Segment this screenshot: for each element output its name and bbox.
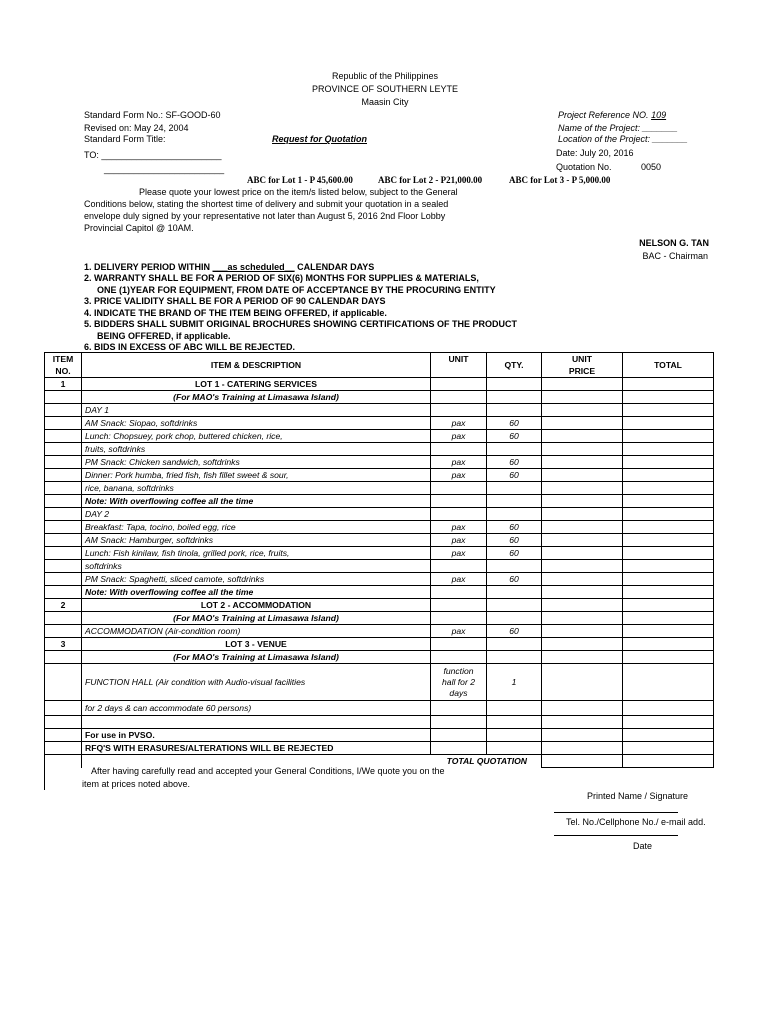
table-row	[45, 391, 714, 404]
items-table	[44, 352, 714, 768]
item-unit: pax	[431, 417, 487, 430]
item-desc: AM Snack: Hamburger, softdrinks	[82, 534, 431, 547]
condition-5-cont: BEING OFFERED, if applicable.	[97, 331, 231, 341]
table-row	[45, 638, 714, 651]
standard-form-no: Standard Form No.: SF-GOOD-60	[84, 110, 221, 120]
table-row	[45, 625, 714, 638]
note: Note: With overflowing coffee all the time	[82, 495, 431, 508]
item-qty: 60	[487, 456, 542, 469]
day-2-label: DAY 2	[82, 508, 431, 521]
item-desc: PM Snack: Spaghetti, sliced camote, softdrinks	[82, 573, 431, 586]
project-location: Location of the Project: _______	[558, 134, 688, 144]
project-reference-no: 109	[651, 110, 667, 120]
lot-2-no: 2	[45, 599, 82, 612]
intro-line-2: Conditions below, stating the shortest time of delivery and submit your quotation in a sealed	[84, 199, 449, 209]
to-field: TO: ________________________	[84, 150, 222, 160]
table-row	[45, 495, 714, 508]
header-city: Maasin City	[361, 97, 409, 107]
intro-line-4: Provincial Capitol @ 10AM.	[84, 223, 194, 233]
item-desc: Breakfast: Tapa, tocino, boiled egg, rice	[82, 521, 431, 534]
abc-lot-2: ABC for Lot 2 - P21,000.00	[378, 175, 483, 185]
chairman-title: BAC - Chairman	[642, 251, 708, 261]
lot-1-title: LOT 1 - CATERING SERVICES	[82, 378, 431, 391]
project-reference	[558, 110, 666, 120]
condition-1-text-a: 1. DELIVERY PERIOD WITHIN	[84, 262, 213, 272]
acceptance-line-1: After having carefully read and accepted your General Conditions, I/We quote you on the	[91, 766, 445, 776]
table-row	[45, 417, 714, 430]
item-unit-line-3: days	[449, 687, 468, 698]
standard-form-title: Standard Form Title:	[84, 134, 166, 144]
header-total: TOTAL	[623, 353, 714, 378]
quotation-no: 0050	[641, 162, 662, 172]
lot-3-no: 3	[45, 638, 82, 651]
item-unit: pax	[431, 430, 487, 443]
table-row	[45, 508, 714, 521]
item-desc: fruits, softdrinks	[82, 443, 431, 456]
item-desc: Dinner: Pork humba, fried fish, fish fillet sweet & sour,	[82, 469, 431, 482]
table-row	[45, 612, 714, 625]
intro-line-1: Please quote your lowest price on the item/s listed below, subject to the General	[139, 187, 458, 197]
abc-lot-3: ABC for Lot 3 - P 5,000.00	[509, 175, 611, 185]
project-name: Name of the Project: _______	[558, 123, 678, 133]
table-row	[45, 547, 714, 560]
item-desc: Lunch: Fish kinilaw, fish tinola, grilled pork, rice, fruits,	[82, 547, 431, 560]
lot-1-no: 1	[45, 378, 82, 391]
table-row	[45, 573, 714, 586]
revised-on: Revised on: May 24, 2004	[84, 123, 189, 133]
item-unit-line-1: function	[443, 665, 474, 676]
date-line	[554, 835, 678, 836]
item-desc: FUNCTION HALL (Air condition with Audio-visual facilities	[82, 664, 431, 701]
table-row	[45, 534, 714, 547]
date-label: Date	[633, 841, 653, 851]
table-row	[45, 664, 714, 701]
item-unit	[431, 664, 487, 701]
day-1-label: DAY 1	[82, 404, 431, 417]
table-row	[45, 404, 714, 417]
table-row	[45, 599, 714, 612]
item-qty: 1	[487, 664, 542, 701]
header-qty: QTY.	[487, 353, 542, 378]
table-row	[45, 586, 714, 599]
left-border	[44, 762, 45, 790]
tel-label: Tel. No./Cellphone No./ e-mail add.	[566, 817, 706, 827]
lot-3-title: LOT 3 - VENUE	[82, 638, 431, 651]
table-header-row	[45, 353, 714, 366]
item-qty: 60	[487, 547, 542, 560]
condition-5: 5. BIDDERS SHALL SUBMIT ORIGINAL BROCHURES SHOWING CERTIFICATIONS OF THE PRODUCT	[84, 319, 518, 329]
lot-1-subtitle: (For MAO's Training at Limasawa Island)	[82, 391, 431, 404]
condition-2: 2. WARRANTY SHALL BE FOR A PERIOD OF SIX(6) MONTHS FOR SUPPLIES & MATERIALS,	[84, 273, 479, 283]
item-qty: 60	[487, 430, 542, 443]
pvso-note: For use in PVSO.	[82, 729, 431, 742]
header-no: NO.	[45, 365, 82, 378]
item-desc: ACCOMMODATION (Air-condition room)	[82, 625, 431, 638]
form-title: Request for Quotation	[272, 134, 367, 144]
item-desc: AM Snack: Siopao, softdrinks	[82, 417, 431, 430]
header-unit-price-1: UNIT	[542, 353, 623, 366]
header-unit-price-2: PRICE	[542, 365, 623, 378]
table-row	[45, 701, 714, 716]
item-unit: pax	[431, 547, 487, 560]
lot-2-subtitle: (For MAO's Training at Limasawa Island)	[82, 612, 431, 625]
item-qty: 60	[487, 534, 542, 547]
header-republic: Republic of the Philippines	[331, 71, 439, 81]
item-unit: pax	[431, 521, 487, 534]
condition-6: 6. BIDS IN EXCESS OF ABC WILL BE REJECTED.	[84, 342, 296, 352]
intro-line-3: envelope duly signed by your representative not later than August 5, 2016 2nd Floor Lobby	[84, 211, 446, 221]
item-qty: 60	[487, 521, 542, 534]
item-desc: PM Snack: Chicken sandwich, softdrinks	[82, 456, 431, 469]
table-row	[45, 716, 714, 729]
header-province: PROVINCE OF SOUTHERN LEYTE	[311, 84, 459, 94]
quotation-date: Date: July 20, 2016	[556, 148, 634, 158]
item-desc: Lunch: Chopsuey, pork chop, buttered chicken, rice,	[82, 430, 431, 443]
project-reference-label: Project Reference NO.	[558, 110, 649, 120]
header-item: ITEM	[45, 353, 82, 366]
printed-name-label: Printed Name / Signature	[587, 791, 689, 801]
table-row	[45, 742, 714, 755]
item-unit-line-2: hall for 2	[442, 676, 475, 687]
lot-3-subtitle: (For MAO's Training at Limasawa Island)	[82, 651, 431, 664]
item-unit: pax	[431, 469, 487, 482]
acceptance-line-2: item at prices noted above.	[82, 779, 191, 789]
note: Note: With overflowing coffee all the time	[82, 586, 431, 599]
quotation-no-label: Quotation No.	[556, 162, 612, 172]
item-qty: 60	[487, 469, 542, 482]
item-unit: pax	[431, 625, 487, 638]
table-row	[45, 729, 714, 742]
condition-1	[84, 262, 374, 272]
item-desc: softdrinks	[82, 560, 431, 573]
chairman-name: NELSON G. TAN	[639, 238, 709, 248]
abc-lot-1: ABC for Lot 1 - P 45,600.00	[247, 175, 353, 185]
item-unit: pax	[431, 534, 487, 547]
condition-1-text-c: CALENDAR DAYS	[294, 262, 375, 272]
lot-2-title: LOT 2 - ACCOMMODATION	[82, 599, 431, 612]
total-quotation-label: TOTAL QUOTATION	[82, 755, 542, 768]
table-row	[45, 443, 714, 456]
table-row	[45, 378, 714, 391]
item-unit: pax	[431, 456, 487, 469]
item-desc: rice, banana, softdrinks	[82, 482, 431, 495]
item-qty: 60	[487, 417, 542, 430]
signature-line	[554, 812, 678, 813]
condition-4: 4. INDICATE THE BRAND OF THE ITEM BEING OFFERED, if applicable.	[84, 308, 387, 318]
table-row	[45, 560, 714, 573]
item-desc: for 2 days & can accommodate 60 persons)	[82, 701, 431, 716]
condition-2-cont: ONE (1)YEAR FOR EQUIPMENT, FROM DATE OF ACCEPTANCE BY THE PROCURING ENTITY	[97, 285, 496, 295]
table-row	[45, 430, 714, 443]
table-row	[45, 651, 714, 664]
table-row	[45, 469, 714, 482]
header-unit: UNIT	[431, 353, 487, 366]
table-row	[45, 521, 714, 534]
table-row	[45, 482, 714, 495]
to-field-line2: ________________________	[104, 164, 225, 174]
item-qty: 60	[487, 625, 542, 638]
condition-1-period: ___as scheduled__	[212, 262, 295, 272]
item-unit: pax	[431, 573, 487, 586]
header-description: ITEM & DESCRIPTION	[82, 353, 431, 378]
table-row	[45, 456, 714, 469]
condition-3: 3. PRICE VALIDITY SHALL BE FOR A PERIOD OF 90 CALENDAR DAYS	[84, 296, 386, 306]
item-qty: 60	[487, 573, 542, 586]
erasures-note: RFQ'S WITH ERASURES/ALTERATIONS WILL BE REJECTED	[82, 742, 431, 755]
